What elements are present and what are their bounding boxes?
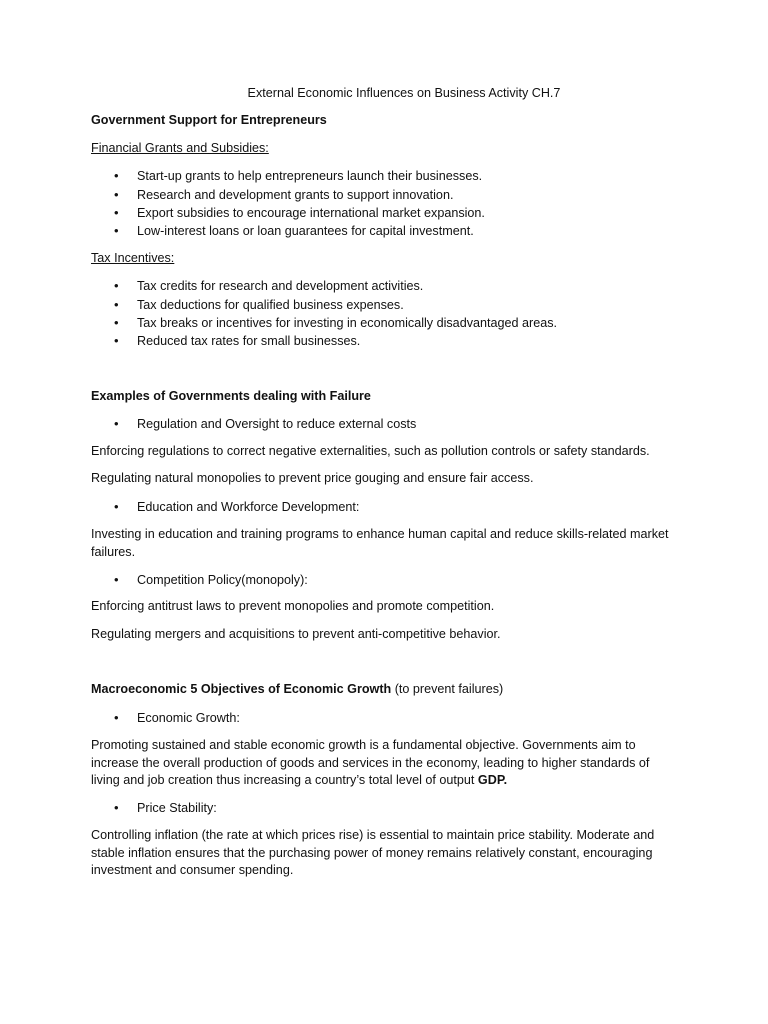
bullet-icon: • (114, 499, 119, 514)
list-item (114, 277, 423, 295)
list-item (114, 415, 416, 433)
paragraph-bold-text: GDP. (477, 773, 508, 788)
list-item-text: Start-up grants to help entrepreneurs launch their businesses. (137, 169, 483, 183)
bullet-icon: • (114, 710, 119, 725)
section-heading-bold: Macroeconomic 5 Objectives of Economic Growth (91, 682, 392, 696)
list-item (114, 222, 474, 240)
section-heading-macroeconomic-objectives (91, 681, 503, 698)
list-item-text: Competition Policy(monopoly): (137, 573, 308, 587)
paragraph: Enforcing antitrust laws to prevent monopolies and promote competition. (91, 599, 495, 613)
list-item-text: Education and Workforce Development: (137, 500, 360, 514)
list-item-text: Price Stability: (137, 801, 217, 815)
paragraph: Investing in education and training programs to enhance human capital and reduce skills-related market failures. (91, 527, 669, 559)
list-item (114, 332, 360, 350)
bullet-icon: • (114, 572, 119, 587)
bullet-icon: • (114, 800, 119, 815)
bullet-icon: • (114, 333, 119, 348)
section-heading-suffix: (to prevent failures) (391, 682, 504, 696)
list-item-text: Tax deductions for qualified business expenses. (137, 298, 404, 312)
list-item-text: Economic Growth: (137, 711, 240, 725)
paragraph: Regulating natural monopolies to prevent price gouging and ensure fair access. (91, 471, 534, 485)
paragraph-text: Promoting sustained and stable economic growth is a fundamental objective. Governments aim to increase the overall production of goods and services in the economy, leading to higher standards of living and job creation thus increasing a country’s total level of output (91, 738, 650, 788)
bullet-icon: • (114, 205, 119, 220)
bullet-icon: • (114, 297, 119, 312)
bullet-icon: • (114, 315, 119, 330)
list-item (114, 799, 217, 817)
list-item-text: Low-interest loans or loan guarantees for capital investment. (137, 224, 474, 238)
section-heading-government-support: Government Support for Entrepreneurs (91, 113, 327, 127)
paragraph: Controlling inflation (the rate at which prices rise) is essential to maintain price stability. Moderate and stable inflation ensures that the purchasing power of money remains relatively constant, encouraging investment and consumer spending. (91, 828, 655, 878)
list-item-text: Tax credits for research and development activities. (137, 279, 424, 293)
paragraph: Enforcing regulations to correct negative externalities, such as pollution controls or safety standards. (91, 444, 650, 458)
bullet-icon: • (114, 278, 119, 293)
list-item-text: Regulation and Oversight to reduce external costs (137, 417, 417, 431)
document-title: External Economic Influences on Business Activity CH.7 (247, 86, 561, 100)
list-item (114, 709, 240, 727)
list-item (114, 314, 557, 332)
list-item-text: Research and development grants to support innovation. (137, 188, 454, 202)
list-item (114, 498, 359, 516)
bullet-icon: • (114, 223, 119, 238)
paragraph (91, 737, 681, 790)
list-item-text: Reduced tax rates for small businesses. (137, 334, 361, 348)
list-item (114, 186, 453, 204)
list-item (114, 296, 404, 314)
list-item-text: Tax breaks or incentives for investing in economically disadvantaged areas. (137, 316, 558, 330)
bullet-icon: • (114, 187, 119, 202)
subheading-financial-grants: Financial Grants and Subsidies: (91, 141, 269, 155)
list-item (114, 204, 485, 222)
bullet-icon: • (114, 168, 119, 183)
list-item (114, 571, 308, 589)
list-item (114, 167, 482, 185)
list-item-text: Export subsidies to encourage international market expansion. (137, 206, 485, 220)
section-heading-government-failure: Examples of Governments dealing with Failure (91, 389, 371, 403)
paragraph: Regulating mergers and acquisitions to prevent anti-competitive behavior. (91, 627, 501, 641)
subheading-tax-incentives: Tax Incentives: (91, 251, 175, 265)
bullet-icon: • (114, 416, 119, 431)
